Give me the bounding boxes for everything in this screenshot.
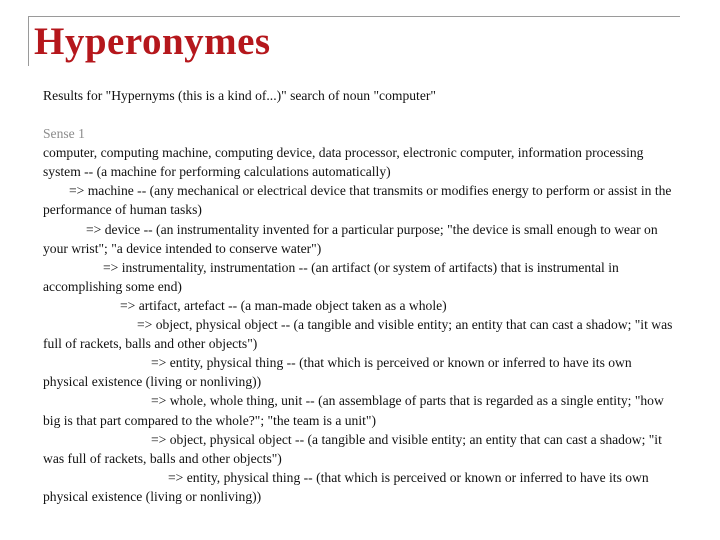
entry-arrow: => — [151, 393, 170, 409]
entry-text: entity, physical thing -- (that which is perceived or known or inferred to have its own physical existence (living or nonliving)) — [43, 355, 632, 390]
entry-arrow: => — [168, 469, 187, 485]
entry-arrow: => — [151, 431, 170, 447]
slide-frame-top — [28, 16, 680, 17]
results-content — [43, 86, 673, 506]
entry-text: whole, whole thing, unit -- (an assemblage of parts that is regarded as a single entity; "how big is that part compared to the whole?"; "the team is a unit") — [43, 393, 664, 428]
entry-text: object, physical object -- (a tangible and visible entity; an entity that can cast a shadow; "it was full of rackets, balls and other objects") — [43, 431, 662, 466]
hypernym-entry — [43, 296, 673, 315]
entry-text: device -- (an instrumentality invented for a particular purpose; "the device is small enough to wear on your wrist"; "a device intended to conserve water") — [43, 221, 658, 256]
sense-label: Sense 1 — [43, 126, 85, 142]
slide-title: Hyperonymes — [34, 20, 271, 63]
entry-text: machine -- (any mechanical or electrical device that transmits or modifies energy to perform or assist in the performance of human tasks) — [43, 183, 672, 218]
entry-arrow: => — [103, 259, 122, 275]
entry-arrow: => — [137, 317, 156, 333]
entry-text: artifact, artefact -- (a man-made object taken as a whole) — [138, 297, 447, 313]
spacer — [43, 105, 673, 124]
results-line: Results for "Hypernyms (this is a kind of...)" search of noun "computer" — [43, 88, 436, 103]
entry-text: computer, computing machine, computing device, data processor, electronic computer, information processing system -- (a machine for performing calculations automatically) — [43, 145, 644, 180]
entry-arrow: => — [69, 183, 88, 199]
hypernym-entry — [43, 315, 673, 353]
hypernym-entry — [43, 181, 673, 219]
slide-frame-left — [28, 16, 29, 66]
hypernym-entry — [43, 353, 673, 391]
entry-arrow: => — [86, 221, 105, 237]
hypernym-entry — [43, 143, 673, 181]
hypernym-entry — [43, 258, 673, 296]
entry-text: object, physical object -- (a tangible and visible entity; an entity that can cast a shadow; "it was full of rackets, balls and other objects") — [43, 317, 673, 352]
hypernym-entry — [43, 468, 673, 506]
hypernym-entry — [43, 430, 673, 468]
hypernym-entry — [43, 391, 673, 429]
entry-arrow: => — [120, 297, 139, 313]
entry-text: instrumentality, instrumentation -- (an artifact (or system of artifacts) that is instrumental in accomplishing some end) — [43, 259, 619, 294]
entry-arrow: => — [151, 355, 170, 371]
entry-text: entity, physical thing -- (that which is perceived or known or inferred to have its own physical existence (living or nonliving)) — [43, 469, 649, 504]
hypernym-entry — [43, 220, 673, 258]
